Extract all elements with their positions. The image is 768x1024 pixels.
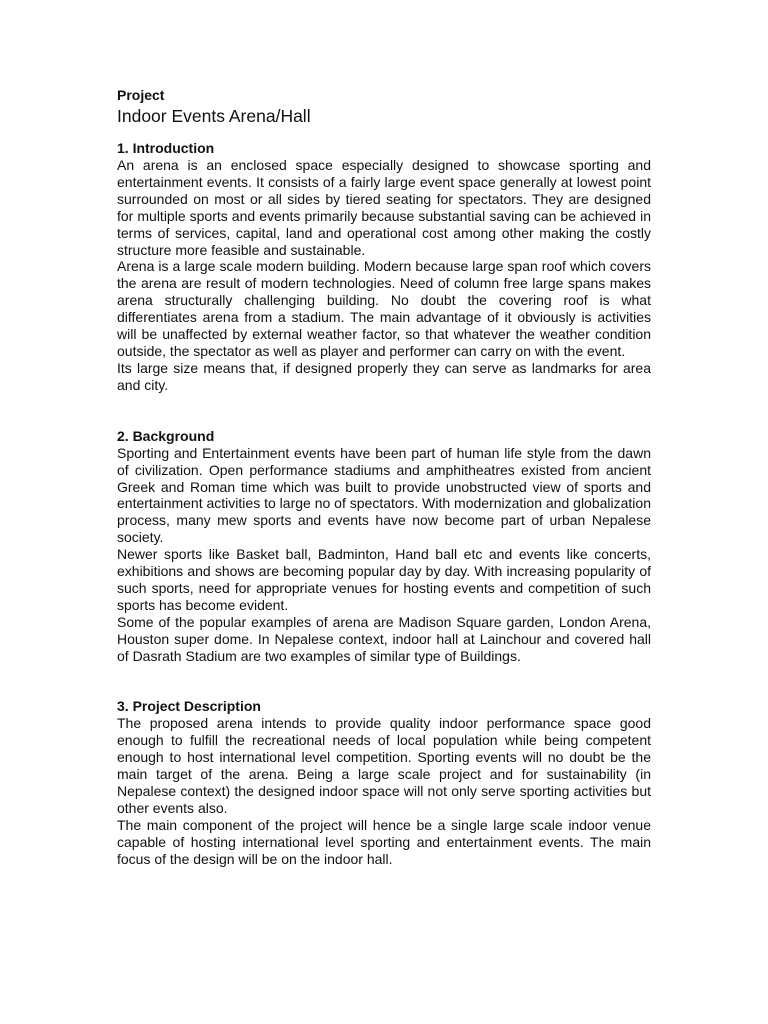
document-title: Indoor Events Arena/Hall [117, 106, 311, 126]
paragraph: The main component of the project will hence be a single large scale indoor venue capable of hosting international level sporting and entertainment events. The main focus of the design will be on the indoor hall. [117, 816, 651, 867]
project-label: Project [117, 87, 165, 103]
document-page [117, 86, 651, 868]
paragraph: Arena is a large scale modern building. Modern because large span roof which covers the arena are result of modern technologies. Need of column free large spans makes arena structurally challenging building. No doubt the covering roof is what differentiates arena from a stadium. The main advantage of it obviously is activities will be unaffected by external weather factor, so that whatever the weather condition outside, the spectator as well as player and performer can carry on with the event. [117, 258, 651, 359]
paragraph: Sporting and Entertainment events have been part of human life style from the dawn of civilization. Open performance stadiums and amphitheatres existed from ancient Greek and Roman time which was built to provide unobstructed view of sports and entertainment activities to large no of spectators. With modernization and globalization process, many mew sports and events have now become part of urban Nepalese society. [117, 444, 651, 546]
paragraph: Some of the popular examples of arena are Madison Square garden, London Arena, Houston super dome. In Nepalese context, indoor hall at Lainchour and covered hall of Dasrath Stadium are two examples of similar type of Buildings. [117, 613, 651, 664]
paragraph: An arena is an enclosed space especially designed to showcase sporting and entertainment events. It consists of a fairly large event space generally at lowest point surrounded on most or all sides by tiered seating for spectators. They are designed for multiple sports and events primarily because substantial saving can be achieved in terms of services, capital, land and operational cost among other making the costly structure more feasible and sustainable. [117, 157, 651, 258]
section-heading: 1. Introduction [117, 140, 215, 156]
section-heading: 2. Background [117, 427, 215, 444]
paragraph: The proposed arena intends to provide quality indoor performance space good enough to fulfill the recreational needs of local population while being competent enough to host international level competition. Sporting events will no doubt be the main target of the arena. Being a large scale project and for sustainability (in Nepalese context) the designed indoor space will not only serve sporting activities but other events also. [117, 715, 651, 816]
section-project-description [117, 698, 651, 867]
section-introduction [117, 140, 651, 394]
paragraph: Its large size means that, if designed properly they can serve as landmarks for area and city. [117, 359, 651, 393]
section-background [117, 428, 651, 665]
section-heading: 3. Project Description [117, 698, 261, 715]
paragraph: Newer sports like Basket ball, Badminton, Hand ball etc and events like concerts, exhibitions and shows are becoming popular day by day. With increasing popularity of such sports, need for appropriate venues for hosting events and competition of such sports has become evident. [117, 546, 651, 613]
